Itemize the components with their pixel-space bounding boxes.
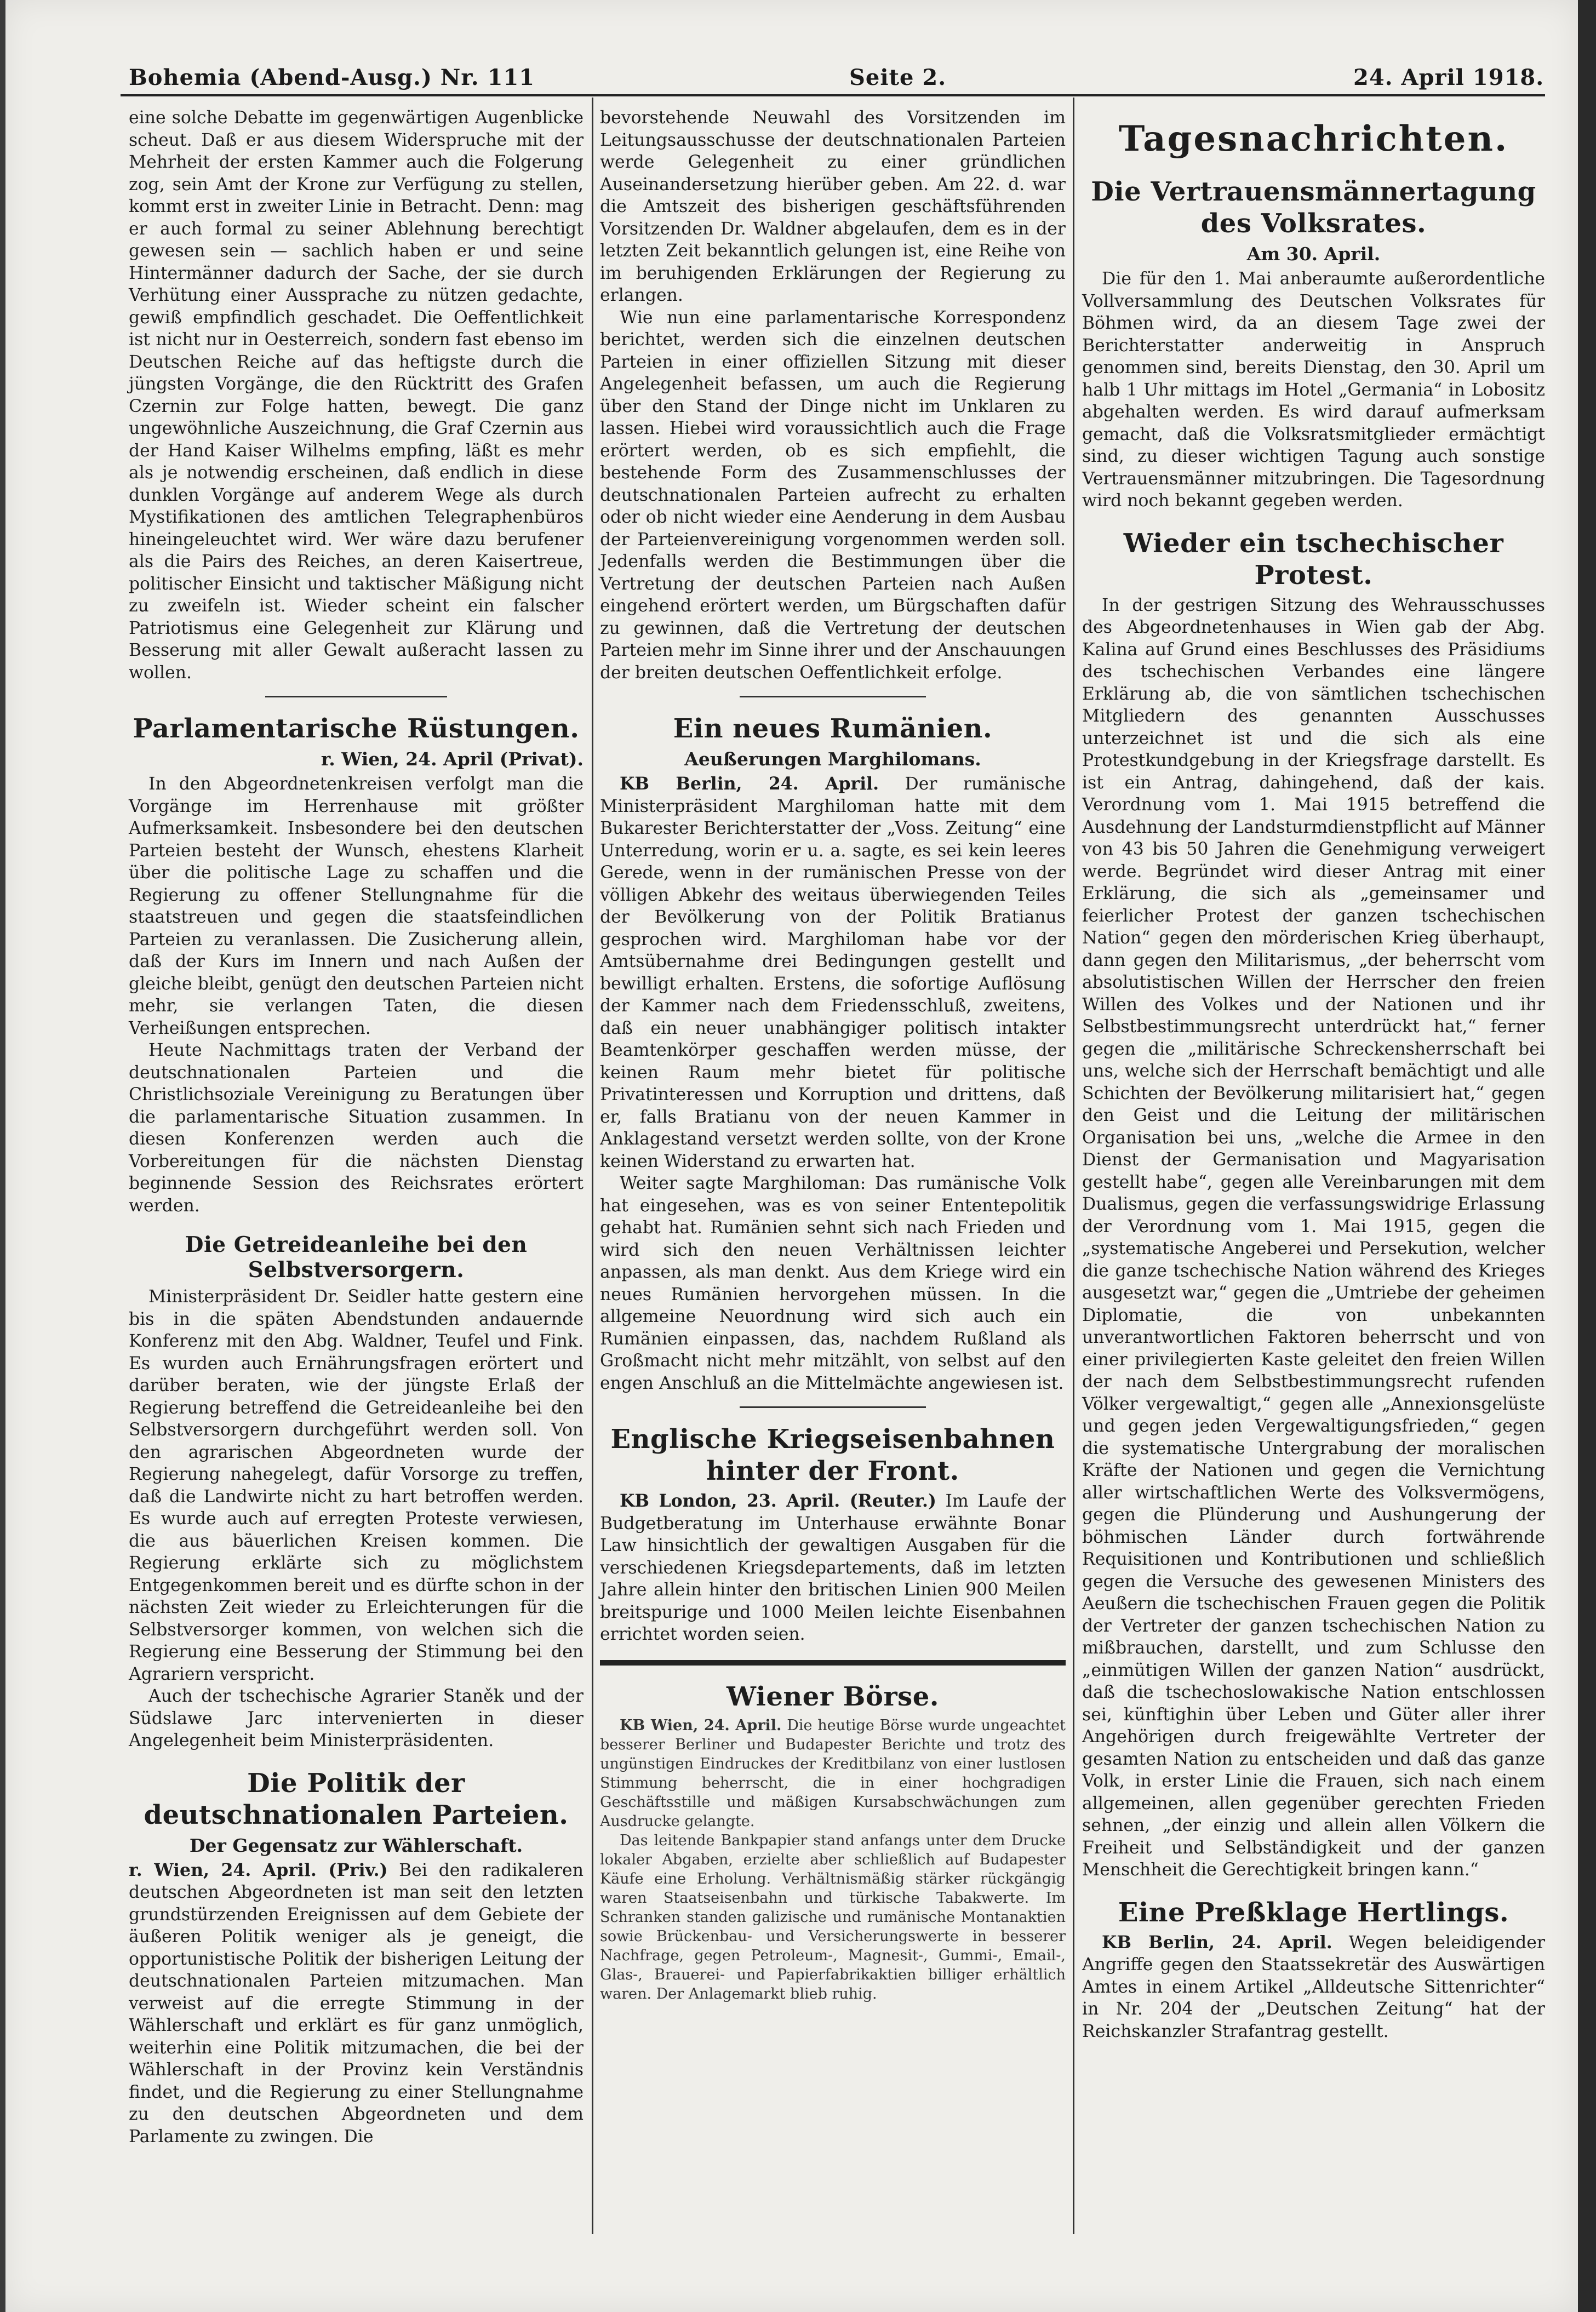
paragraph: Ministerpräsident Dr. Seidler hatte gestern eine bis in die späten Abendstunden andauernde Konferenz mit den Abg. Waldner, Teufel und Fink. Es wurden auch Ernährungsfragen erörtert und darüber beraten, wie der jüngste Erlaß der Regierung betreffend die Getreideanleihe bei den Selbstversorgern durchgeführt werden soll. Von den agrarischen Abgeordneten wurde der Regierung nahegelegt, dafür Vorsorge zu treffen, daß die Landwirte nicht zu hart betroffen werden. Es wurde auch auf erregten Proteste verwiesen, die aus bäuerlichen Kreisen kommen. Die Regierung erklärte sich zu möglichstem Entgegenkommen bereit und es dürfte schon in der nächsten Zeit wieder zu Erleichterungen für die Selbstversorger kommen, von welchen sich die Regierung eine Besserung der Stimmung bei den Agrariern verspricht. — [129, 1287, 584, 1684]
paragraph: Auch der tschechische Agrarier Staněk und der Südslawe Jarc intervenierten in dieser Angelegenheit beim Ministerpräsidenten. — [129, 1686, 584, 1750]
dateline: KB London, 23. April. (Reuter.) — [620, 1491, 936, 1511]
article-continuation: bevorstehende Neuwahl des Vorsitzenden im Leitungsausschusse der deutschnationalen Parteien werde Gelegenheit zu einer gründlichen Auseinandersetzung hierüber geben. Am 22. d. war die Amtszeit des bisherigen geschäftsführenden Vorsitzenden Dr. Waldner abgelaufen, dem es in der letzten Zeit bekanntlich gelungen ist, eine Reihe von im beruhigenden Erklärungen der Regierung zu erlangen. — [600, 108, 1066, 305]
headline-ein-neues-rumaenien: Ein neues Rumänien. — [673, 713, 993, 744]
paragraph-text: Bei den radikaleren deutschen Abgeordneten ist man seit den letzten grundstürzenden Ereignissen auf dem Gebiete der äußeren Politik weniger als je geneigt, die opportunistische Politik der bisherigen Leitung der deutschnationalen Parteien mitzumachen. Man verweist auf die erregte Stimmung in der Wählerschaft und erklärt es für ganz unmöglich, weiterhin eine Politik mitzumachen, die bei der Wählerschaft in der Provinz kein Verständnis findet, und die Regierung zu einer Stellungnahme zu den deutschen Abgeordneten und dem Parlamente zu zwingen. Die — [129, 1860, 584, 2147]
paragraph — [600, 773, 1066, 1172]
paragraph: Wie nun eine parlamentarische Korrespondenz berichtet, werden sich die einzelnen deutschen Parteien in einer offiziellen Sitzung mit dieser Angelegenheit befassen, um auch die Regierung über den Stand der Dinge nicht im Unklaren zu lassen. Hiebei wird voraussichtlich auch die Frage erörtert werden, ob es sich empfiehlt, die bestehende Form des Zusammenschlusses der deutschnationalen Parteien aufrecht zu erhalten oder ob nicht wieder eine Aenderung in dem Ausbau der Parteienvereinigung vorgenommen werden soll. Jedenfalls werden die Bestimmungen über die Vertretung der deutschen Parteien nach Außen eingehend erörtert werden, um Bürgschaften dafür zu gewinnen, daß die Vertretung der deutschen Parteien mehr im Sinne ihrer und der Anschauungen der breiten deutschen Oeffentlichkeit erfolge. — [600, 307, 1066, 683]
column-divider-1 — [592, 98, 593, 2234]
issue-date: 24. April 1918. — [1353, 65, 1544, 90]
subheadline: Aeußerungen Marghilomans. — [684, 748, 981, 770]
paragraph-text: Im Laufe der Budgetberatung im Unterhause erwähnte Bonar Law hinsichtlich der gewaltigen Ausgaben für die verschiedenen Kriegsdepartements, daß im letzten Jahre allein hinter den britischen Linien 900 Meilen breitspurige und 1000 Meilen leichte Eisenbahnen errichtet worden seien. — [600, 1491, 1066, 1644]
headline-getreideanleihe: Die Getreideanleihe bei den Selbstversorgern. — [185, 1232, 528, 1283]
paragraph-text: Der rumänische Ministerpräsident Marghiloman hatte mit dem Bukarester Berichterstatter der „Voss. Zeitung“ eine Unterredung, worin er u. a. sagte, es sei kein leeres Gerede, wenn in der rumänischen Presse von der völligen Abkehr des weitaus überwiegenden Teiles der Bevölkerung von der Politik Bratianus gesprochen wird. Marghiloman habe vor der Amtsübernahme drei Bedingungen gestellt und bewilligt erhalten. Erstens, die sofortige Auflösung der Kammer nach dem Friedensschluß, zweitens, daß ein neuer unabhängiger politisch intakter Beamtenkörper geschaffen werden müsse, der keinen Raum mehr bietet für politische Privatinteressen und Korruption und drittens, daß er, falls Bratianu von der neuen Kammer in Anklagestand versetzt werden sollte, von der Krone keinen Widerstand zu erwarten hat. — [600, 774, 1066, 1171]
column-divider-2 — [1073, 98, 1074, 2234]
dateline: KB Wien, 24. April. — [620, 1716, 782, 1734]
article-continuation: eine solche Debatte im gegenwärtigen Augenblicke scheut. Daß er aus diesem Widerspruche mit der Mehrheit der ersten Kammer auch die Folgerung zog, sein Amt der Krone zur Verfügung zu stellen, kommt erst in zweiter Linie in Betracht. Denn: mag er auch formal zu seiner Ablehnung berechtigt gewesen sein — sachlich haben er und seine Hintermänner dadurch der Sache, der sie durch Verhütung einer Aussprache zu nützen gedachte, gewiß empfindlich geschadet. Die Oeffentlichkeit ist nicht nur in Oesterreich, sondern fast ebenso im Deutschen Reiche auf das heftigste durch die jüngsten Vorgänge, die den Rücktritt des Grafen Czernin zur Folge hatten, bewegt. Die ganz ungewöhnliche Auszeichnung, die Graf Czernin aus der Hand Kaiser Wilhelms empfing, läßt es mehr als je notwendig erscheinen, daß endlich in diese dunklen Vorgänge auf anderem Wege als durch Mystifikationen des amtlichen Telegraphenbüros hineingeleuchtet wird. Wer wäre dazu berufener als die Pairs des Reiches, an deren Kaisertreue, politischer Einsicht und taktischer Mäßigung nicht zu zweifeln ist. Wieder scheint ein falscher Patriotismus eine Gelegenheit zur Klärung und Besserung mit aller Gewalt außeracht lassen zu wollen. — [129, 108, 584, 683]
headline-parlamentarische-ruestungen: Parlamentarische Rüstungen. — [133, 713, 580, 744]
column-1 — [129, 107, 584, 2148]
dateline: r. Wien, 24. April (Privat). — [321, 748, 584, 770]
paragraph: In der gestrigen Sitzung des Wehrausschusses des Abgeordnetenhauses in Wien gab der Abg. Kalina auf Grund eines Beschlusses des Präsidiums des tschechischen Verbandes eine längere Erklärung ab, die von sämtlichen tschechischen Mitgliedern des genannten Ausschusses unterzeichnet ist und die sich als eine Protestkundgebung in der Kriegsfrage darstellt. Es ist ein Antrag, dahingehend, daß der kais. Verordnung vom 1. Mai 1915 betreffend die Ausdehnung der Landsturmdienstpflicht auf Männer von 43 bis 50 Jahren die Genehmigung verweigert werde. Begründet wird dieser Antrag mit einer Erklärung, die sich als „gemeinsamer und feierlicher Protest der ganzen tschechischen Nation“ gegen den mörderischen Krieg überhaupt, dann gegen den Militarismus, „der beherrscht vom absolutistischen Willen der Herrscher den freien Willen des Volkes und der Nationen und ihr Selbstbestimmungsrecht unterdrückt hat,“ ferner gegen die „militärische Schreckensherrschaft bei uns, welche sich der Herrschaft bemächtigt und alle Schichten der Bevölkerung militarisiert hat,“ gegen den Geist und die Leitung der militärischen Organisation bei uns, „welche die Armee in den Dienst der Germanisation und Magyarisation gestellt habe“, gegen alle Vereinbarungen mit dem Dualismus, gegen die verfassungswidrige Erlassung der Verordnung vom 1. Mai 1915, gegen die „systematische Angeberei und Persekution, welcher die ganze tschechische Nation während des Krieges ausgesetzt war,“ gegen die „Umtriebe der geheimen Diplomatie, die von unbekannten unverantwortlichen Faktoren beherrscht und von einer privilegierten Kaste geleitet den freien Willen der nach dem Selbstbestimmungsrecht rufenden Völker vergewaltigt,“ gegen alle „Annexionsgelüste und gegen jeden Vergewaltigungsfrieden,“ gegen die systematische Untergrabung der moralischen Kräfte der Nationen und gegen die Vernichtung aller wirtschaftlichen Werte des Volksvermögens, gegen die Plünderung und Aushungerung der böhmischen Länder durch fortwährende Requisitionen und Kontributionen und schließlich gegen die Versuche des gewesenen Ministers des Aeußern die tschechischen Frauen gegen die Politik der Vertreter der ganzen tschechischen Nation zu mißbrauchen, darstellt, und zum Schlusse den „einmütigen Willen der ganzen Nation“ ausdrückt, daß die tschechoslowakische Nation entschlossen sei, künftighin über Leben und Güter aller ihrer Angehörigen durch freigewählte Vertreter der gesamten Nation zu entscheiden und daß das ganze Volk, in erster Linie die Frauen, sich nach einem allgemeinen, allen gegenüber gerechten Frieden sehnen, „der einzig und allein allen Völkern die Freiheit und Selbständigkeit und der ganzen Menschheit die Gerechtigkeit bringen kann.“ — [1082, 595, 1545, 1880]
page-number: Seite 2. — [849, 65, 947, 90]
newspaper-page — [5, 0, 1578, 2312]
dateline: KB Berlin, 24. April. — [1102, 1932, 1332, 1953]
subheadline: Der Gegensatz zur Wählerschaft. — [189, 1834, 523, 1856]
scan-border — [1578, 0, 1596, 2312]
paragraph: Die für den 1. Mai anberaumte außerordentliche Vollversammlung des Deutschen Volksrates für Böhmen wird, da an diesem Tage zwei der Berichterstatter anderweitig in Anspruch genommen sind, bereits Dienstag, den 30. April um halb 1 Uhr mittags im Hotel „Germania“ in Lobositz abgehalten werden. Es wird darauf aufmerksam gemacht, daß die Volksratsmitglieder ermächtigt sind, zu dieser wichtigen Tagung auch sonstige Vertrauensmänner mitzubringen. Die Tagesordnung wird noch bekannt gegeben werden. — [1082, 269, 1545, 511]
paragraph-text: Wegen beleidigender Angriffe gegen den Staatssekretär des Auswärtigen Amtes in einem Artikel „Alldeutsche Sittenrichter“ in Nr. 204 der „Deutschen Zeitung“ hat der Reichskanzler Strafantrag gestellt. — [1082, 1932, 1545, 2041]
separator — [265, 696, 447, 697]
column-3 — [1082, 107, 1545, 2042]
paragraph: In den Abgeordnetenkreisen verfolgt man die Vorgänge im Herrenhause mit größter Aufmerksamkeit. Insbesondere bei den deutschen Parteien besteht der Wunsch, ehestens Klarheit über die politische Lage zu schaffen und die Regierung zu offener Stellungnahme für die staatstreuen und gegen die staatsfeindlichen Parteien zu veranlassen. Die Zusicherung allein, daß der Kurs im Innern und nach Außen der gleiche bleibt, genügt den deutschen Parteien nicht mehr, sie verlangen Taten, die diesen Verheißungen entsprechen. — [129, 774, 584, 1038]
separator — [740, 1406, 926, 1408]
paragraph — [600, 1490, 1066, 1646]
headline-englische-kriegseisenbahnen: Englische Kriegseisenbahnen hinter der Front. — [610, 1424, 1055, 1486]
masthead-edition: Bohemia (Abend-Ausg.) Nr. 111 — [129, 65, 535, 90]
section-banner-tagesnachrichten: Tagesnachrichten. — [1118, 118, 1509, 159]
headline-pressklage-hertlings: Eine Preßklage Hertlings. — [1118, 1897, 1509, 1928]
dateline: KB Berlin, 24. April. — [620, 774, 879, 794]
headline-tschechischer-protest: Wieder ein tschechischer Protest. — [1123, 528, 1504, 591]
paragraph — [600, 1716, 1066, 1831]
headline-vertrauensmaennertagung: Die Vertrauensmännertagung des Volksrates. — [1091, 176, 1536, 239]
column-2 — [600, 107, 1066, 2004]
section-rule — [600, 1660, 1066, 1666]
dateline: r. Wien, 24. April. (Priv.) — [129, 1859, 388, 1880]
paragraph-text: Die heutige Börse wurde ungeachtet besserer Berliner und Budapester Berichte und trotz des ungünstigen Eindruckes der Kreditbilanz von einer lustlosen Stimmung beherrscht, die in einer hochgradigen Geschäftsstille und mäßigen Kursabschwächungen zum Ausdrucke gelangte. — [600, 1716, 1066, 1830]
paragraph — [129, 1859, 584, 2148]
paragraph: Weiter sagte Marghiloman: Das rumänische Volk hat eingesehen, was es von seiner Ententepolitik gehabt hat. Rumänien sehnt sich nach Frieden und wird sich den neuen Verhältnissen leichter anpassen, als man denkt. Aus dem Kriege wird ein neues Rumänien hervorgehen müssen. In die allgemeine Neuordnung wird sich auch ein Rumänien einpassen, das, nachdem Rußland als Großmacht nicht mehr mitzählt, von selbst auf den engen Anschluß an die Mittelmächte angewiesen ist. — [600, 1174, 1066, 1393]
headline-politik-deutschnationalen: Die Politik der deutschnationalen Parteien. — [144, 1767, 569, 1830]
paragraph: Heute Nachmittags traten der Verband der deutschnationalen Parteien und die Christlichsoziale Vereinigung zu Beratungen über die parlamentarische Situation zusammen. In diesen Konferenzen werden auch die Vorbereitungen für die nächsten Dienstag beginnende Session des Reichsrates erörtert werden. — [129, 1040, 584, 1216]
paragraph — [1082, 1932, 1545, 2043]
paragraph: Das leitende Bankpapier stand anfangs unter dem Drucke lokaler Abgaben, erzielte aber schließlich auf Budapester Käufe eine Erholung. Verhältnismäßig stärker rückgängig waren Staatseisenbahn und türkische Tabakwerte. Im Schranken standen galizische und rumänische Montanaktien sowie Brückenbau- und Versicherungswerte in besserer Nachfrage, gegen Petroleum-, Magnesit-, Gummi-, Email-, Glas-, Brauerei- und Papierfabrikaktien billiger erhältlich waren. Der Anlagemarkt blieb ruhig. — [600, 1832, 1066, 2002]
subheadline: Am 30. April. — [1246, 243, 1381, 265]
header-rule — [121, 94, 1545, 96]
headline-wiener-boerse: Wiener Börse. — [727, 1681, 939, 1712]
separator — [740, 696, 926, 697]
